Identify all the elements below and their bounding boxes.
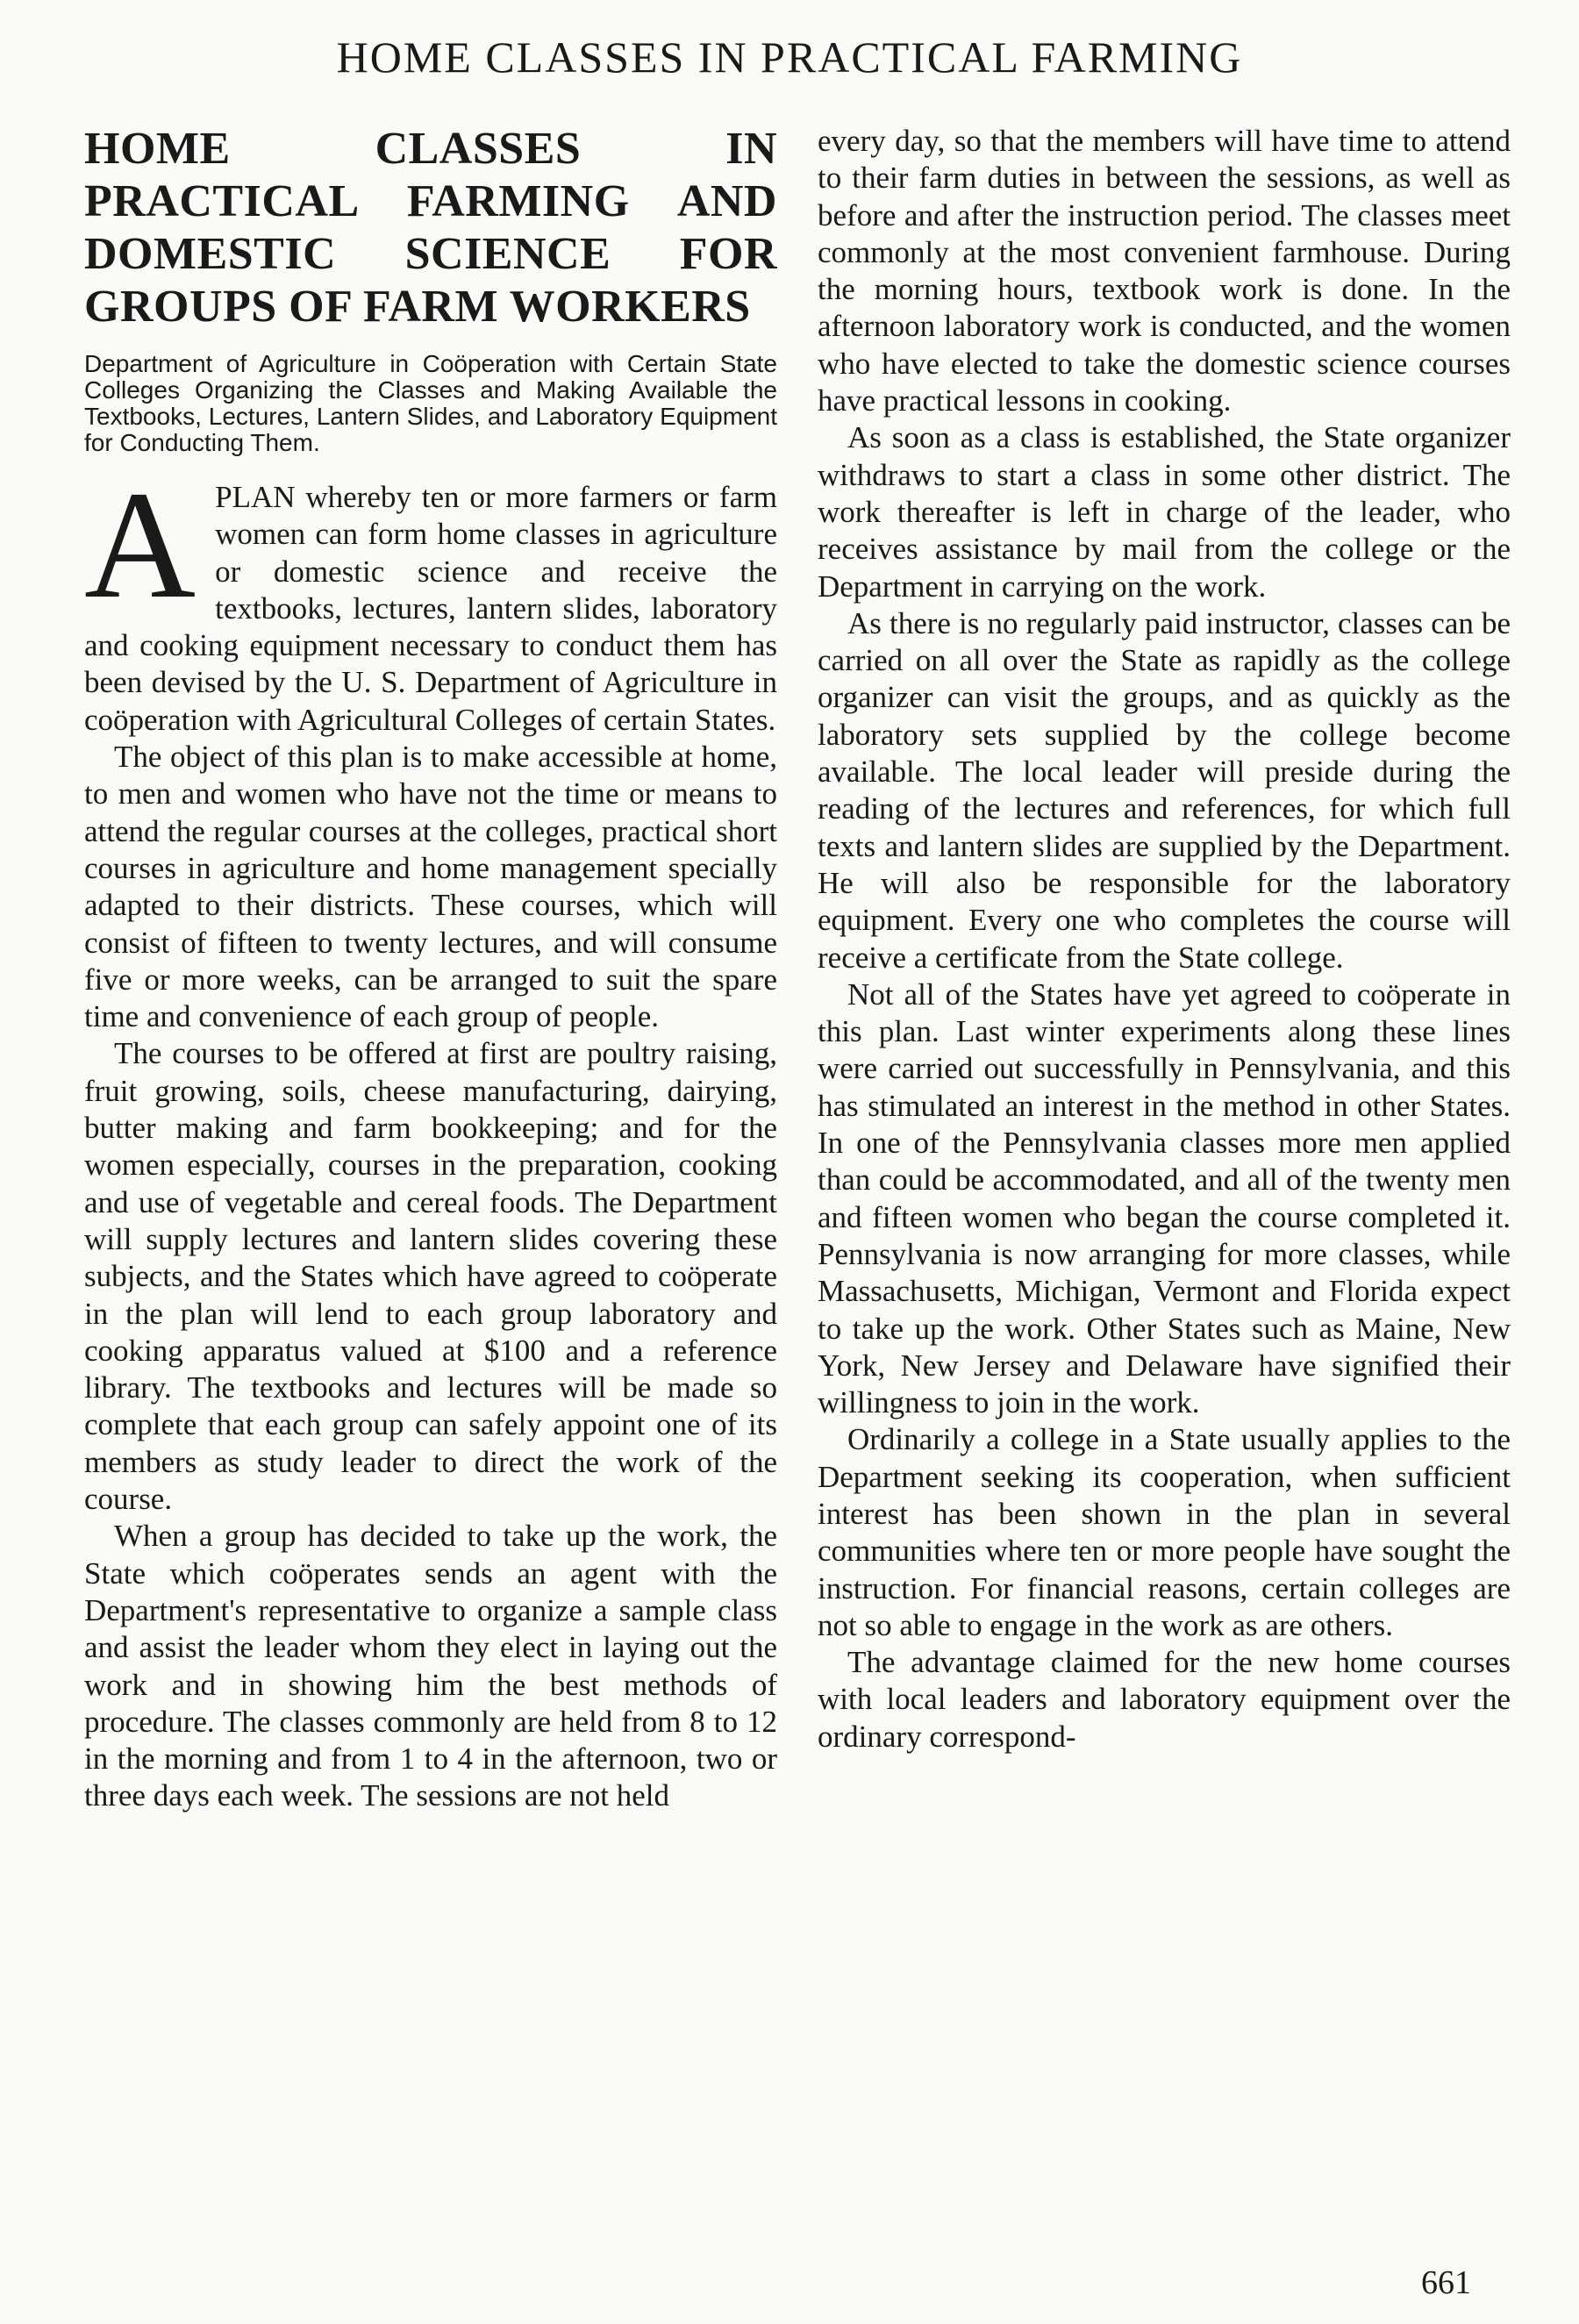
left-column (84, 123, 777, 1815)
article-headline: HOME CLASSES IN PRACTICAL FARMING AND DOMESTIC SCIENCE FOR GROUPS OF FARM WORKERS (84, 124, 777, 332)
right-column (818, 123, 1511, 1756)
drop-cap: A (84, 460, 196, 631)
paragraph-7: As there is no regularly paid instructor, classes can be carried on all over the State as rapidly as the college organizer can visit the groups, and as quickly as the laboratory sets supplied by the college become available. The local leader will preside during the reading of the lectures and references, for which full texts and lantern slides are supplied by the Department. He will also be responsible for the laboratory equipment. Every one who completes the course will receive a certificate from the State college. (818, 605, 1511, 975)
paragraph-3: The courses to be offered at first are poultry raising, fruit growing, soils, cheese manufacturing, dairying, butter making and farm bookkeeping; and for the women especially, courses in the preparation, cooking and use of vegetable and cereal foods. The Department will supply lectures and lantern slides covering these subjects, and the States which have agreed to coöperate in the plan will lend to each group laboratory and cooking apparatus valued at $100 and a reference library. The textbooks and lectures will be made so complete that each group can safely appoint one of its members as study leader to direct the work of the course. (84, 1036, 777, 1517)
paragraph-4: When a group has decided to take up the work, the State which coöperates sends an agent with the Department's representative to organize a sample class and assist the leader whom they elect in laying out the work and in showing him the best methods of procedure. The classes commonly are held from 8 to 12 in the morning and from 1 to 4 in the afternoon, two or three days each week. The sessions are not held (84, 1519, 777, 1813)
paragraph-6: As soon as a class is established, the State organizer withdraws to start a class in some other district. The work thereafter is left in charge of the leader, who receives assistance by mail from the college or the Department in carrying on the work. (818, 420, 1511, 604)
paragraph-5: every day, so that the members will have time to attend to their farm duties in between the sessions, as well as before and after the instruction period. The classes meet commonly at the most convenient farmhouse. During the morning hours, textbook work is done. In the afternoon laboratory work is conducted, and the women who have elected to take the domestic science courses have practical lessons in cooking. (818, 124, 1511, 418)
paragraph-9: Ordinarily a college in a State usually applies to the Department seeking its cooperation, when sufficient interest has been shown in the plan in several communities where ten or more people have sought the instruction. For financial reasons, certain colleges are not so able to engage in the work as are others. (818, 1422, 1511, 1642)
paragraph-10: The advantage claimed for the new home courses with local leaders and laboratory equipment over the ordinary correspond- (818, 1645, 1511, 1754)
article-subhead: Department of Agriculture in Coöperation with Certain State Colleges Organizing the Classes and Making Available the Textbooks, Lectures, Lantern Slides, and Laboratory Equipment for Conducting Them. (84, 350, 777, 456)
page-number: 661 (1421, 2264, 1471, 2301)
paragraph-1 (84, 460, 777, 739)
paragraph-1-text: PLAN whereby ten or more farmers or farm women can form home classes in agriculture or domestic science and receive the textbooks, lectures, lantern slides, laboratory and cooking equipment necessary to conduct them has been devised by the U. S. Department of Agriculture in coöperation with Agricultural Colleges of certain States. (84, 480, 777, 737)
paragraph-2: The object of this plan is to make accessible at home, to men and women who have not the time or means to attend the regular courses at the colleges, practical short courses in agriculture and home management specially adapted to their districts. These courses, which will consist of fifteen to twenty lectures, and will consume five or more weeks, can be arranged to suit the spare time and convenience of each group of people. (84, 740, 777, 1034)
paragraph-8: Not all of the States have yet agreed to coöperate in this plan. Last winter experiments along these lines were carried out successfully in Pennsylvania, and this has stimulated an interest in the method in other States. In one of the Pennsylvania classes more men applied than could be accommodated, and all of the twenty men and fifteen women who began the course completed it. Pennsylvania is now arranging for more classes, while Massachusetts, Michigan, Vermont and Florida expect to take up the work. Other States such as Maine, New York, New Jersey and Delaware have signified their willingness to join in the work. (818, 976, 1511, 1420)
running-head: HOME CLASSES IN PRACTICAL FARMING (336, 32, 1243, 82)
